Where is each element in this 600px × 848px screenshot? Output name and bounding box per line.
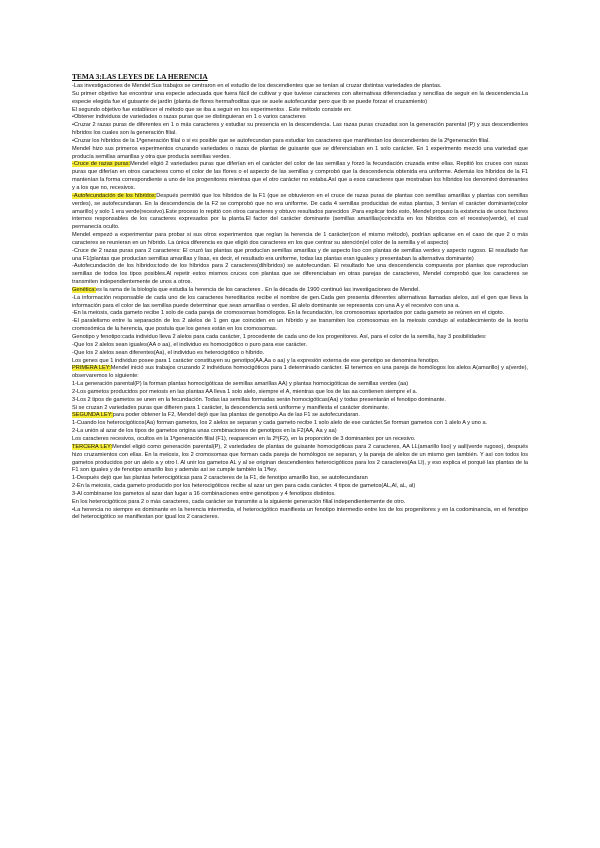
paragraph-text: -La información responsable de cada uno de los caracteres hereditarios recibe el nombre de gen.Cada gen presenta diferentes alternativas llamadas alelos, así el gen que lleva la información para el color de las semillas puede determinar que sean amarillas o verdes. El alelo dominante se representa con una A y el recesivo con una a.	[72, 294, 528, 309]
paragraph	[72, 428, 528, 436]
paragraph	[72, 507, 528, 523]
document-page	[72, 72, 528, 522]
paragraph	[72, 318, 528, 334]
paragraph	[72, 83, 528, 91]
paragraph	[72, 342, 528, 350]
paragraph	[72, 389, 528, 397]
paragraph-text: •Cruzar los híbridos de la 1ªgeneración filial o si es posible que se autofecundan para estudiar los caracteres que manifiestan los descendientes de la 2ªgeneración filial.	[72, 137, 490, 144]
paragraph	[72, 193, 528, 232]
paragraph-text: 2-En la meiosis, cada gameto producido por los heterocigóticos recibe al azar un gen para cada carácter. 4 tipos de gametos(AL,Al, aL, al)	[72, 483, 416, 490]
paragraph	[72, 107, 528, 115]
paragraph-text: -Autofecundación de los híbridos:todo de los híbridos para 2 caracteres(dihíbridos) se autofecundan. El resultado fue una descendencia compuesta por plantas que reproducían semillas de todos los tipos posibles.Al repetir estos mismos cruces con plantas que se diferenciaban en otras parejas de caracteres, Mendel comprobó que los caracteres se transmiten independientemente de unos a otros.	[72, 263, 528, 286]
paragraph-text: Después permitió que los híbridos de la F1 (que se obtuvieron en el cruce de razas puras de plantas con semillas amarillas y plantas con semillas verdes), se autofecundaran. En la descendencia de la F2 se comprobó que no era uniforme. De cada 4 semillas producidas de estas plantas, 3 tenían el carácter dominante(color amarillo) y solo 1 era verde(recesivo).Este proceso lo repitió con otros caracteres y obtuvo resultados parecidos .Para explicar todo esto, Mendel propuso la existencia de unos factores internos responsables de los caracteres expresados por la planta.El factor del carácter dominante (semillas amarillas)coincidía en los híbridos con el recesivo(verde), el cual permanecía oculto.	[72, 192, 528, 231]
paragraph-text: 1-Cuando los heterocigóticos(Aa) forman gametos, los 2 alelos se separan y cada gameto recibe 1 solo alelo de ese carácter.Se forman gametos con 1 alelo A y uno a.	[72, 420, 488, 427]
paragraph-text: Si se cruzan 2 variedades puras que difieren para 1 carácter, la descendencia será uniforme y manifiesta el carácter dominante.	[72, 404, 390, 411]
paragraph-text: 1-La generación parental(P) la forman plantas homocigóticas de semillas amarillas AA) y plantas homocigóticas de semillas verdes (aa)	[72, 381, 409, 388]
paragraph-text: •Obtener individuos de variedades o razas puras que se distinguieran en 1 o varios caracteres	[72, 114, 306, 121]
paragraph-text: 1-Después dejó que las plantas heterocigóticas para 2 caracteres de la F1, de fenotipo amarillo liso, se autofecundaran	[72, 475, 368, 482]
document-body	[72, 83, 528, 522]
highlighted-term: -Autofecundación de los híbridos:	[72, 192, 157, 199]
paragraph	[72, 412, 528, 420]
paragraph	[72, 475, 528, 483]
paragraph	[72, 358, 528, 366]
paragraph	[72, 91, 528, 107]
paragraph	[72, 161, 528, 192]
paragraph-text: En los heterocigóticos para 2 o más caracteres, cada carácter se transmite a la siguiente generación filial independientemente de otro.	[72, 498, 406, 505]
paragraph-text: -Que los 2 alelos sean diferentes(Aa), el individuo es heterocigótico o híbrido.	[72, 349, 265, 356]
paragraph	[72, 381, 528, 389]
paragraph-text: 3-Los 2 tipos de gametos se unen en la fecundación. Todas las semillas formadas serán homocigóticas(Aa) y todas presentarán el fenotipo dominante.	[72, 396, 446, 403]
paragraph-text: -Las investigaciones de Mendel:Sus trabajos se centraron en el estudio de los descendientes que se tenían al cruzar distintas variedades de plantas.	[72, 83, 442, 89]
paragraph-text: •Cruzar 2 razas puras de diferentes en 1 o más caracteres y estudiar su presencia en la descendencia. Las razas puras cruzadas son la generación parental (P) y sus descendientes híbridos los cuales son la generación filial.	[72, 122, 528, 137]
paragraph	[72, 499, 528, 507]
paragraph-text: 3-Al combinarse los gametos al azar dan lugar a 16 combinaciones entre genotipos y 4 fenotipos distintos.	[72, 490, 336, 497]
paragraph	[72, 483, 528, 491]
paragraph-text: Mendel inició sus trabajos cruzando 2 individuos homocigóticos para 1 determinado carácter. El tenemos en una pareja de homólogos los alelos A(amarillo) y a(verde), observaremos lo siguiente:	[72, 365, 528, 380]
paragraph	[72, 287, 528, 295]
paragraph-text: 2-La unión al azar de los tipos de gametos origina unas combinaciones de genotipos en la F2(AA, Aa y aa)	[72, 428, 337, 435]
paragraph-text: Mendel empezó a experimentar para probar si sus otros experimentos que regían la herencia de 1 carácter(con el mismo método), podrían aplicarse en el caso de que 2 o más caracteres se reunieran en un híbrido. La única diferencia es que eligió dos caracteres en los que centrar su atención(el color de la semilla y el aspecto)	[72, 232, 528, 246]
paragraph-text: -El paralelismo entre la separación de los 2 alelos de 1 gen que coinciden en un híbrido y se transmiten los cromosomas en la meiosis condujo al establecimiento de la teoría cromosómica de la herencia, que postula que los genes están en los cromosomas.	[72, 318, 528, 333]
paragraph	[72, 114, 528, 122]
paragraph	[72, 405, 528, 413]
paragraph-text: para poder obtener la F2, Mendel dejó que las plantas de genotipo Aa de las F1 se autofecundaran.	[112, 412, 360, 419]
paragraph	[72, 365, 528, 381]
paragraph	[72, 122, 528, 138]
highlighted-term: PRIMERA LEY:	[72, 365, 111, 372]
paragraph	[72, 248, 528, 264]
paragraph-text: es la rama de la biología que estudia la herencia de los caracteres . En la década de 1900 continuó las investigaciones de Mendel.	[95, 286, 420, 293]
paragraph	[72, 310, 528, 318]
paragraph-text: •La herencia no siempre es dominante en la herencia intermedia, el heterocigótico manifiesta un fenotipo intermedio entre los de los progenitores y en la codominancia, en el fenotipo del heterocigótico se manifiestan por igual los 2 caracteres.	[72, 506, 528, 521]
paragraph-text: Mendel eligió 2 variedades puras que diferían en el carácter del color de las semillas y forzó la fecundación cruzada entre ellas. Repitió los cruces con razas puras que diferían en otros caracteres como el color de las flores o el aspecto de las semillas y comprobó que la descendencia obtenida era uniforme. Además los híbridos de la F1 mantenían la forma correspondiente a uno de los progenitores mientras que el otro carácter no estaba.Así que a esos caracteres que mostraban los híbridos los denominó dominantes y a los que no, recesivos.	[72, 161, 528, 191]
paragraph	[72, 334, 528, 342]
paragraph-text: Mendel hizo sus primeros experimentos cruzando variedades o razas de plantas de guisante que se diferenciaban en 1 solo carácter. En 1 experimento mezcló una variedad que producía semillas amarillas y otra que producía semillas verdes.	[72, 145, 528, 160]
paragraph-text: -Que los 2 alelos sean iguales(AA o aa), el individuo es homocigótico o puro para ese carácter.	[72, 341, 308, 348]
paragraph	[72, 397, 528, 405]
document-title: TEMA 3:LAS LEYES DE LA HERENCIA	[72, 72, 208, 81]
paragraph	[72, 263, 528, 287]
paragraph-text: -En la meiosis, cada gameto recibe 1 solo de cada pareja de cromosomas homólogos. En la fecundación, los cromosomas aportados por cada gameto se reúnen en el cigoto.	[72, 310, 505, 317]
paragraph	[72, 232, 528, 248]
paragraph-text: Genotipo y fenotipo:cada individuo lleva 2 alelos para cada carácter, 1 procedente de cada uno de los progenitores. Así, para el color de la semilla, hay 3 posibilidades:	[72, 334, 487, 340]
paragraph	[72, 146, 528, 162]
paragraph	[72, 444, 528, 475]
paragraph	[72, 295, 528, 311]
paragraph-text: 2-Los gametos producidos por meiosis en las plantas AA lleva 1 solo alelo, siempre el A, mientras que los de las aa contienen siempre el a.	[72, 388, 418, 395]
paragraph-text: -Cruce de 2 razas puras para 2 caracteres: El cruzó las plantas que producían semillas amarillas y de aspecto liso con plantas de semillas verdes y aspecto rugoso. El resultado fue una F1(plantas que producían semillas amarillas y lisas, es decir, el resultado era uniforme, todas las plantas eran iguales y presentaban la alternativa dominante)	[72, 247, 528, 262]
paragraph	[72, 138, 528, 146]
paragraph	[72, 350, 528, 358]
highlighted-term: SEGUNDA LEY:	[72, 412, 113, 419]
highlighted-term: Genética:	[72, 286, 96, 293]
paragraph	[72, 436, 528, 444]
paragraph-text: Los genes que 1 individuo posee para 1 carácter constituyen su genotipo(AA,Aa o aa) y la expresión externa de ese genotipo se denomina fenotipo.	[72, 357, 440, 364]
paragraph	[72, 420, 528, 428]
paragraph-text: Los caracteres recesivos, ocultos en la 1ªgeneración filial (F1), reaparecen en la 2ª(F2), en la proporción de 3 dominantes por un recesivo.	[72, 435, 416, 442]
paragraph-text: Su primer objetivo fue encontrar una especie adecuada que fuera fácil de cultivar y que tuviese caracteres con alternativas diferenciadas y sencillas de seguir en la descendencia.La especie elegida fue el guisante de jardín (planta de flores hermafroditas que se suele autofecundar pero que tb se puede forzar el cruzamiento)	[72, 90, 528, 105]
highlighted-term: -Cruce de razas puras:	[72, 161, 131, 168]
paragraph-text: Mendel eligió como generación parental(P), 2 variedades de plantas de guisante homocigóticas para 2 caracteres, AA LL(amarillo liso) y aall(verde rugoso), después hizo cruzamientos con ellas. En la meiosis, los 2 cromosomas que forman cada pareja de homólogos se separan, y la pareja de alelos de un mismo gen también. Y así con todos los gametos producidos por un alelo a y otro l. Al unir los gametos AL y al se originan descendientes heterocigóticos para los 2 caracteres(Aa Ll), y eso explica el porqué las plantas de la F1 son iguales y de fenotipo amarillo liso y además así se cumple también la 1ªley.	[72, 443, 528, 474]
paragraph	[72, 491, 528, 499]
paragraph-text: El segundo objetivo fue establecer el método que se iba a seguir en los experimentos . Este método consiste en:	[72, 106, 352, 113]
highlighted-term: TERCERA LEY:	[72, 443, 113, 450]
